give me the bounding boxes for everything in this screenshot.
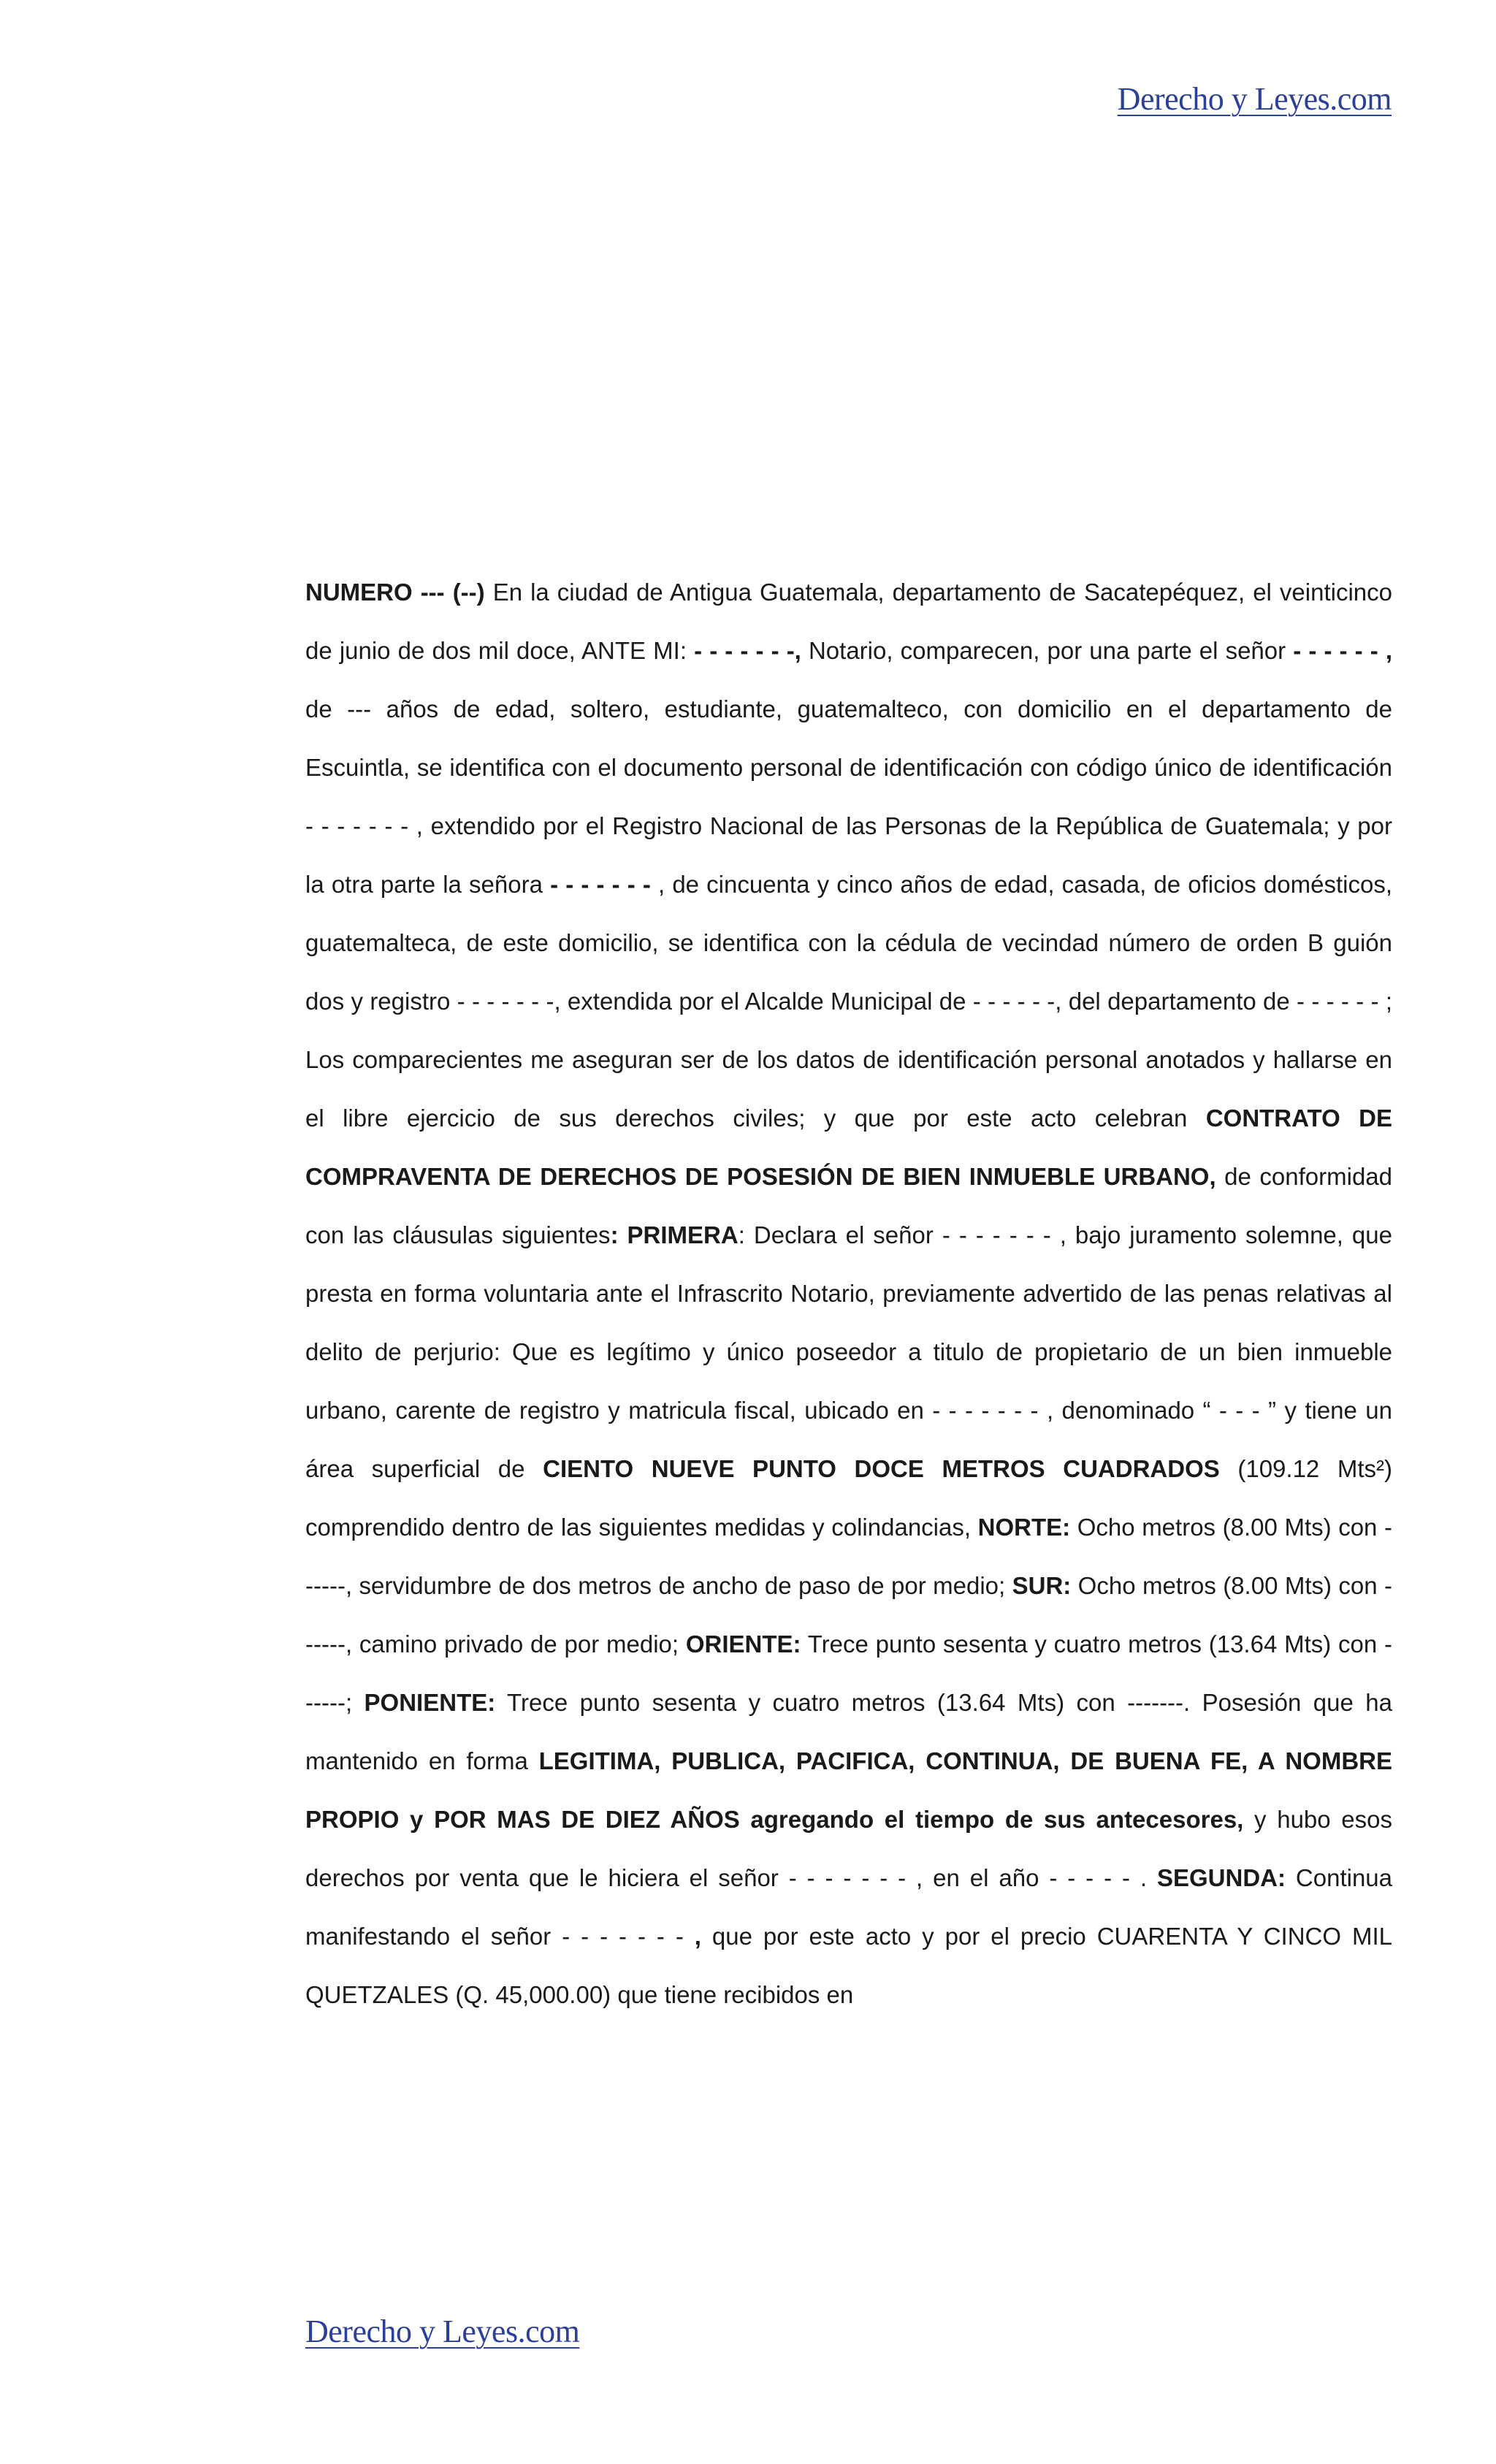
- text-run: de conformidad con las cláusulas siguientes: [305, 1163, 1392, 1248]
- bold-text-run: SEGUNDA:: [1156, 1864, 1286, 1891]
- header-site-link[interactable]: Derecho y Leyes.com: [1117, 81, 1392, 117]
- bold-text-run: PONIENTE:: [364, 1689, 496, 1716]
- bold-text-run: CONTRATO DE COMPRAVENTA DE DERECHOS DE POSESIÓN DE BIEN INMUEBLE URBANO,: [305, 1105, 1392, 1190]
- contract-body-text: [305, 563, 1392, 2024]
- text-run: : Declara el señor - - - - - - - , bajo juramento solemne, que presta en forma voluntaria ante el Infrascrito Notario, previamente advertido de las penas relativas al delito de perjurio: Que es legítimo y único poseedor a titulo de propietario de un bien inmueble urbano, carente de registro y matricula fiscal, ubicado en - - - - - - - , denominado “ - - - ” y tiene un área superficial de: [305, 1221, 1392, 1482]
- footer-site-link[interactable]: Derecho y Leyes.com: [305, 2314, 580, 2349]
- text-run: que por este acto y por el precio CUARENTA Y CINCO MIL QUETZALES (Q. 45,000.00) que tiene recibidos en: [305, 1923, 1392, 2008]
- bold-text-run: CIENTO NUEVE PUNTO DOCE METROS CUADRADOS: [543, 1455, 1220, 1482]
- text-run: Trece punto sesenta y cuatro metros (13.64 Mts) con ------;: [305, 1630, 1392, 1716]
- bold-text-run: - - - - - - -: [550, 871, 651, 898]
- bold-text-run: : PRIMERA: [610, 1221, 739, 1248]
- bold-text-run: LEGITIMA, PUBLICA, PACIFICA, CONTINUA, DE BUENA FE, A NOMBRE PROPIO y POR MAS DE DIEZ AÑOS agregando el tiempo de sus antecesores,: [305, 1747, 1393, 1833]
- bold-text-run: - - - - - - -,: [694, 637, 801, 664]
- bold-text-run: NORTE:: [977, 1514, 1071, 1541]
- text-run: En la ciudad de Antigua Guatemala, departamento de Sacatepéquez, el veinticinco de junio de dos mil doce, ANTE MI:: [305, 579, 1392, 664]
- text-run: , de cincuenta y cinco años de edad, casada, de oficios domésticos, guatemalteca, de este domicilio, se identifica con la cédula de vecindad número de orden B guión dos y registro - - - - - - -, extendida por el Alcalde Municipal de - - - - - -, del departamento de - - - - - - ; Los comparecientes me aseguran ser de los datos de identificación personal anotados y hallarse en el libre ejercicio de sus derechos civiles; y que por este acto celebran: [305, 871, 1392, 1132]
- bold-text-run: NUMERO --- (--): [305, 579, 485, 606]
- text-run: de --- años de edad, soltero, estudiante, guatemalteco, con domicilio en el departamento de Escuintla, se identifica con el documento personal de identificación con código único de identificación - - - - - - - , extendido por el Registro Nacional de las Personas de la República de Guatemala; y por la otra parte la señora: [305, 695, 1392, 898]
- text-run: Continua manifestando el señor - - - - - - -: [305, 1864, 1393, 1950]
- bold-text-run: ,: [694, 1923, 701, 1950]
- bold-text-run: SUR:: [1012, 1572, 1072, 1599]
- bold-text-run: ORIENTE:: [685, 1630, 801, 1658]
- text-run: y hubo esos derechos por venta que le hiciera el señor - - - - - - - , en el año - - - - - .: [305, 1806, 1393, 1891]
- bold-text-run: - - - - - - ,: [1293, 637, 1393, 664]
- text-run: Trece punto sesenta y cuatro metros (13.64 Mts) con -------. Posesión que ha mantenido en forma: [305, 1689, 1392, 1774]
- text-run: Ocho metros (8.00 Mts) con ------, servidumbre de dos metros de ancho de paso de por medio;: [305, 1514, 1392, 1599]
- text-run: Notario, comparecen, por una parte el señor: [801, 637, 1294, 664]
- text-run: (109.12 Mts²) comprendido dentro de las siguientes medidas y colindancias,: [305, 1455, 1393, 1541]
- text-run: Ocho metros (8.00 Mts) con ------, camino privado de por medio;: [305, 1572, 1392, 1658]
